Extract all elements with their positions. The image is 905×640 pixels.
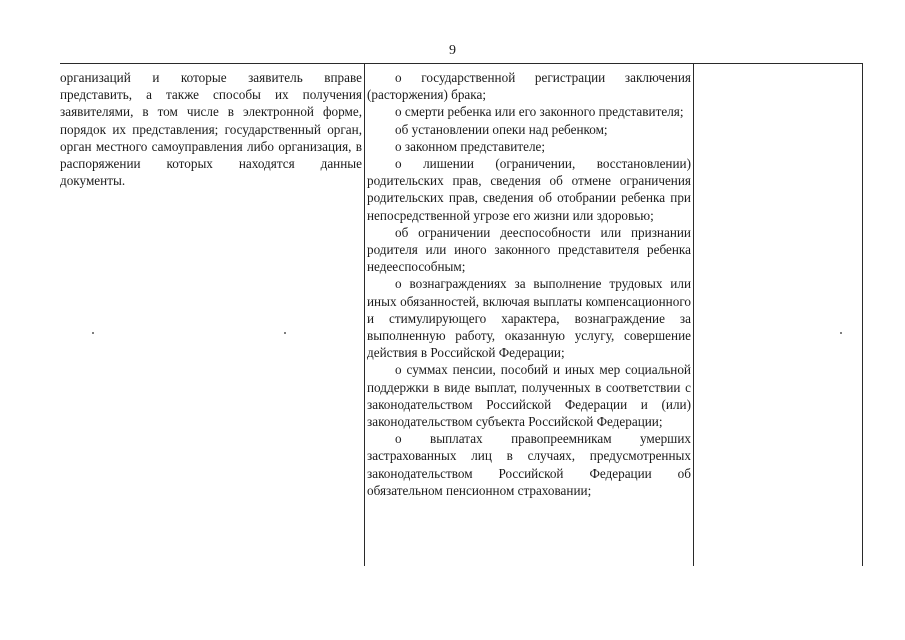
list-item: об ограничении дееспособности или признании родителя или иного законного представителя ребенка недееспособным;: [367, 224, 691, 275]
list-item: об установлении опеки над ребенком;: [395, 121, 608, 137]
left-cell-text: организаций и которые заявитель вправе представить, а также способы их получения заявителями, в том числе в электронной форме, порядок их представления; государственный орган, орган местного самоуправления либо организация, в распоряжении которых находятся данные документы.: [60, 70, 362, 189]
scan-speck: [840, 332, 842, 334]
list-item: о суммах пенсии, пособий и иных мер социальной поддержки в виде выплат, полученных в соответствии с законодательством Российской Федерации и (или) законодательством субъекта Российской Федерации;: [367, 362, 691, 430]
middle-cell-text: [365, 64, 693, 499]
list-item: о государственной регистрации заключения (расторжения) брака;: [367, 70, 691, 103]
list-item: о законном представителе;: [395, 138, 546, 154]
list-item: о лишении (ограничении, восстановлении) родительских прав, сведения об отмене ограничения родительских прав, сведения об отобрании ребенка при непосредственной угрозе его жизни или здоровью;: [367, 156, 691, 223]
table-cell-right: [693, 64, 863, 566]
list-item: о смерти ребенка или его законного представителя;: [395, 104, 684, 120]
list-item: о вознаграждениях за выполнение трудовых или иных обязанностей, включая выплаты компенсационного и стимулирующего характера, вознаграждение за выполненную работу, оказанную услугу, совершение действия в Российской Федерации;: [367, 276, 691, 361]
page-number: 9: [449, 43, 456, 58]
table-cell-left: [60, 64, 364, 566]
scan-speck: [92, 332, 94, 334]
table-cell-middle: [364, 64, 693, 566]
list-item: о выплатах правопреемникам умерших застрахованных лиц в случаях, предусмотренных законодательством Российской Федерации об обязательном пенсионном страховании;: [367, 431, 691, 498]
document-table: [60, 63, 863, 566]
scan-speck: [284, 332, 286, 334]
